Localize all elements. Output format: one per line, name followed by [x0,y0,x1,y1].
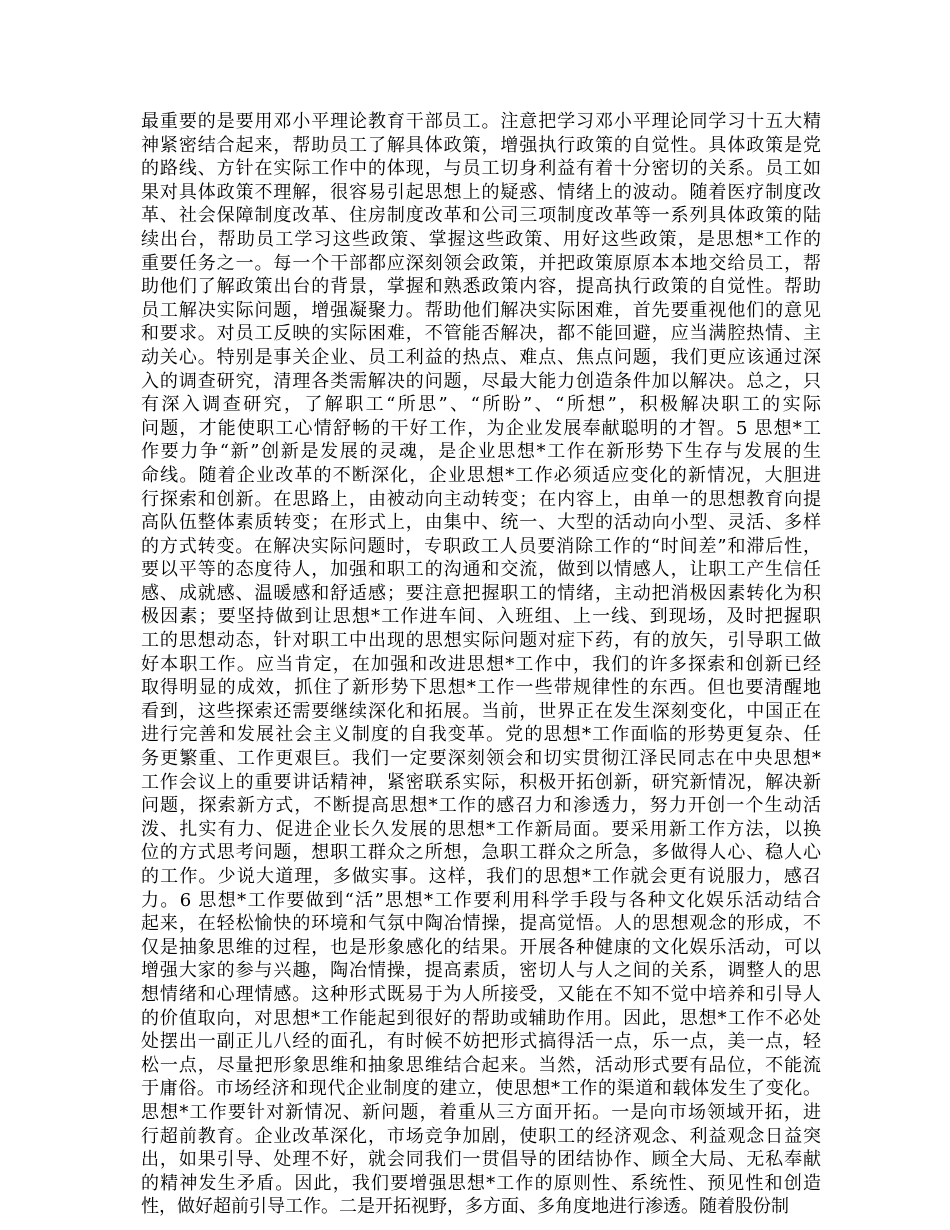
text-line: 行超前教育。企业改革深化，市场竞争加剧，使职工的经济观念、利益观念日益突 [141,1125,821,1147]
text-line: 性，做好超前引导工作。二是开拓视野，多方面、多角度地进行渗透。随着股份制 [141,1196,789,1218]
text-line: 助他们了解政策出台的背景，掌握和熟悉政策内容，提高执行政策的自觉性。帮助 [141,276,821,298]
text-line: 力。6 思想*工作要做到“活”思想*工作要利用科学手段与各种文化娱乐活动结合 [141,889,821,911]
text-line: 想情绪和心理情感。这种形式既易于为人所接受，又能在不知不觉中培养和引导人 [141,983,821,1005]
text-line: 员工解决实际问题，增强凝聚力。帮助他们解决实际困难，首先要重视他们的意见 [141,299,821,321]
text-line: 松一点，尽量把形象思维和抽象思维结合起来。当然，活动形式要有品位，不能流 [141,1054,821,1076]
text-line: 于庸俗。市场经济和现代企业制度的建立，使思想*工作的渠道和载体发生了变化。 [141,1078,821,1100]
text-line: 处摆出一副正儿八经的面孔，有时候不妨把形式搞得活一点，乐一点，美一点，轻 [141,1031,821,1053]
text-line: 问题，才能使职工心情舒畅的干好工作，为企业发展奉献聪明的才智。5 思想*工 [141,417,821,439]
text-line: 工的思想动态，针对职工中出现的思想实际问题对症下药，有的放矢，引导职工做 [141,630,821,652]
text-line: 重要任务之一。每一个干部都应深刻领会政策，并把政策原原本本地交给员工，帮 [141,252,821,274]
text-line: 问题，探索新方式，不断提高思想*工作的感召力和渗透力，努力开创一个生动活 [141,795,821,817]
text-line: 进行完善和发展社会主义制度的自我变革。党的思想*工作面临的形势更复杂、任 [141,724,821,746]
text-line: 增强大家的参与兴趣，陶冶情操，提高素质，密切人与人之间的关系，调整人的思 [141,960,821,982]
text-line: 的精神发生矛盾。因此，我们要增强思想*工作的原则性、系统性、预见性和创造 [141,1172,821,1194]
text-line: 行探索和创新。在思路上，由被动向主动转变；在内容上，由单一的思想教育向提 [141,488,821,510]
text-line: 革、社会保障制度改革、住房制度改革和公司三项制度改革等一系列具体政策的陆 [141,205,821,227]
text-line: 位的方式思考问题，想职工群众之所想，急职工群众之所急，多做得人心、稳人心 [141,842,821,864]
text-line: 要以平等的态度待人，加强和职工的沟通和交流，做到以情感人，让职工产生信任 [141,559,821,581]
text-line: 的价值取向，对思想*工作能起到很好的帮助或辅助作用。因此，思想*工作不必处 [141,1007,821,1029]
text-line: 入的调查研究，清理各类需解决的问题，尽最大能力创造条件加以解决。总之，只 [141,370,821,392]
text-line: 的路线、方针在实际工作中的体现，与员工切身利益有着十分密切的关系。员工如 [141,158,821,180]
text-line: 务更繁重、工作更艰巨。我们一定要深刻领会和切实贯彻江泽民同志在中央思想* [141,748,821,770]
text-line: 有深入调查研究，了解职工“所思”、“所盼”、“所想”，积极解决职工的实际 [141,394,821,416]
text-line: 仅是抽象思维的过程，也是形象感化的结果。开展各种健康的文化娱乐活动，可以 [141,936,821,958]
text-line: 的工作。少说大道理，多做实事。这样，我们的思想*工作就会更有说服力，感召 [141,866,821,887]
text-line: 极因素；要坚持做到让思想*工作进车间、入班组、上一线、到现场，及时把握职 [141,606,821,628]
text-line: 工作会议上的重要讲话精神，紧密联系实际，积极开拓创新，研究新情况，解决新 [141,771,821,793]
text-line: 神紧密结合起来，帮助员工了解具体政策，增强执行政策的自觉性。具体政策是党 [141,134,821,156]
text-line: 命线。随着企业改革的不断深化，企业思想*工作必须适应变化的新情况，大胆进 [141,464,821,486]
text-line: 思想*工作要针对新情况、新问题，着重从三方面开拓。一是向市场领域开拓，进 [141,1101,821,1123]
text-line: 取得明显的成效，抓住了新形势下思想*工作一些带规律性的东西。但也要清醒地 [141,677,821,699]
text-line: 果对具体政策不理解，很容易引起思想上的疑惑、情绪上的波动。随着医疗制度改 [141,181,821,203]
text-line: 起来，在轻松愉快的环境和气氛中陶冶情操，提高觉悟。人的思想观念的形成，不 [141,913,821,935]
text-line: 高队伍整体素质转变；在形式上，由集中、统一、大型的活动向小型、灵活、多样 [141,512,821,534]
text-line: 看到，这些探索还需要继续深化和拓展。当前，世界正在发生深刻变化，中国正在 [141,700,821,722]
text-line: 泼、扎实有力、促进企业长久发展的思想*工作新局面。要采用新工作方法，以换 [141,818,821,840]
text-line: 的方式转变。在解决实际问题时，专职政工人员要消除工作的“时间差”和滞后性， [141,535,821,557]
text-line: 作要力争“新”创新是发展的灵魂，是企业思想*工作在新形势下生存与发展的生 [141,441,821,463]
text-line: 动关心。特别是事关企业、员工利益的热点、难点、焦点问题，我们更应该通过深 [141,346,821,368]
text-line: 最重要的是要用邓小平理论教育干部员工。注意把学习邓小平理论同学习十五大精 [141,111,821,132]
document-body [141,110,821,1219]
text-line: 和要求。对员工反映的实际困难，不管能否解决，都不能回避，应当满腔热情、主 [141,323,821,345]
text-line: 感、成就感、温暖感和舒适感；要注意把握职工的情绪，主动把消极因素转化为积 [141,582,821,604]
text-line: 续出台，帮助员工学习这些政策、掌握这些政策、用好这些政策，是思想*工作的 [141,228,821,250]
text-line: 出，如果引导、处理不好，就会同我们一贯倡导的团结协作、顾全大局、无私奉献 [141,1149,821,1171]
text-line: 好本职工作。应当肯定，在加强和改进思想*工作中，我们的许多探索和创新已经 [141,653,821,675]
